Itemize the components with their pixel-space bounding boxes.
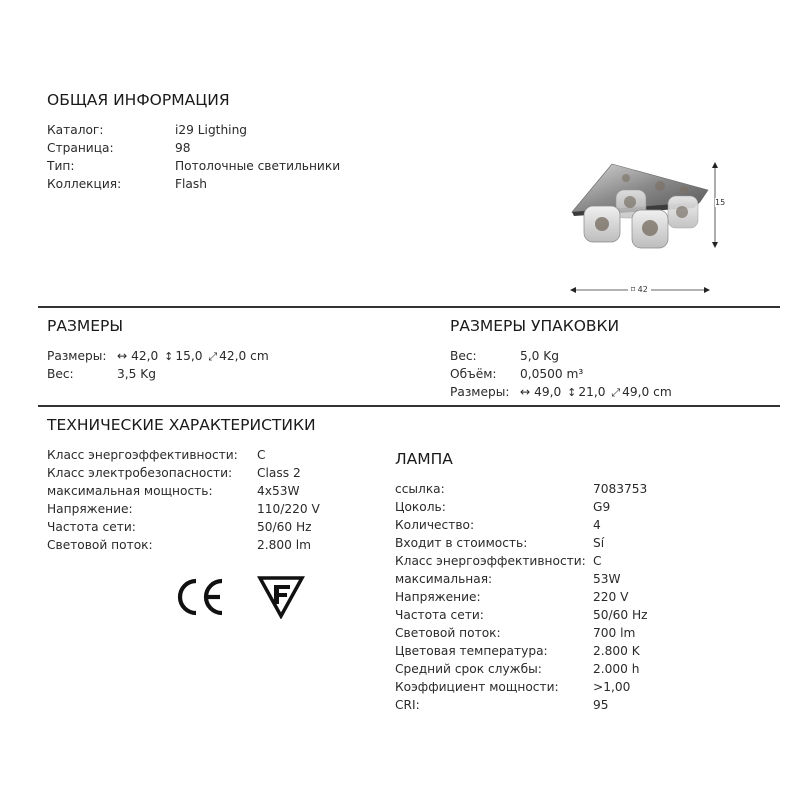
lamp-label: Класс энергоэффективности: xyxy=(395,554,586,568)
unit: cm xyxy=(653,385,672,399)
product-drawing xyxy=(560,150,740,300)
packaging-size-value xyxy=(520,383,672,402)
lamp-value: 50/60 Hz xyxy=(593,608,648,622)
technical-value: 4x53W xyxy=(257,484,300,498)
depth-arrow-icon: ⤢ xyxy=(208,350,218,363)
lamp-value: 4 xyxy=(593,518,601,532)
type-label: Тип: xyxy=(47,159,75,173)
width-arrow-icon: ↔ xyxy=(520,385,531,399)
packaging-volume-label: Объём: xyxy=(450,367,497,381)
depth-value: 49,0 xyxy=(622,385,650,399)
width-value: 42,0 xyxy=(131,349,159,363)
ce-mark-icon xyxy=(175,577,227,621)
height-value: 15,0 xyxy=(175,349,203,363)
lamp-label: Напряжение: xyxy=(395,590,481,604)
lamp-label: ссылка: xyxy=(395,482,445,496)
lamp-label: Световой поток: xyxy=(395,626,501,640)
packaging-weight-value: 5,0 Kg xyxy=(520,349,559,363)
lamp-value: 2.800 K xyxy=(593,644,640,658)
lamp-value: 220 V xyxy=(593,590,629,604)
lamp-label: Коэффициент мощности: xyxy=(395,680,559,694)
dimensions-size-value xyxy=(117,347,269,366)
technical-value: C xyxy=(257,448,266,462)
technical-value: Class 2 xyxy=(257,466,301,480)
page-label: Страница: xyxy=(47,141,114,155)
lamp-value: 53W xyxy=(593,572,621,586)
section-divider xyxy=(38,306,780,308)
height-value: 21,0 xyxy=(578,385,606,399)
general-title: ОБЩАЯ ИНФОРМАЦИЯ xyxy=(47,91,230,109)
lamp-label: Цветовая температура: xyxy=(395,644,548,658)
lamp-label: Частота сети: xyxy=(395,608,484,622)
dimensions-weight-label: Вес: xyxy=(47,367,74,381)
technical-label: Класс энергоэффективности: xyxy=(47,448,238,462)
unit: cm xyxy=(250,349,269,363)
ceiling-lamp-illustration xyxy=(560,150,740,300)
height-dimension-label: 15 xyxy=(715,198,726,207)
lamp-value: Sí xyxy=(593,536,605,550)
collection-label: Коллекция: xyxy=(47,177,122,191)
dimensions-size-label: Размеры: xyxy=(47,349,107,363)
type-value: Потолочные светильники xyxy=(175,159,341,173)
lamp-value: >1,00 xyxy=(593,680,631,694)
collection-value: Flash xyxy=(175,177,207,191)
technical-value: 110/220 V xyxy=(257,502,320,516)
packaging-size-label: Размеры: xyxy=(450,385,510,399)
technical-title: ТЕХНИЧЕСКИЕ ХАРАКТЕРИСТИКИ xyxy=(47,416,316,434)
packaging-volume-value: 0,0500 m³ xyxy=(520,367,584,381)
packaging-weight-label: Вес: xyxy=(450,349,477,363)
dimensions-weight-value: 3,5 Kg xyxy=(117,367,156,381)
section-divider xyxy=(38,405,780,407)
width-dimension-label: ⌑ 42 xyxy=(628,285,651,294)
lamp-label: CRI: xyxy=(395,698,420,712)
lamp-title: ЛАМПА xyxy=(395,450,453,468)
depth-arrow-icon: ⤢ xyxy=(611,386,621,399)
lamp-label: Входит в стоимость: xyxy=(395,536,528,550)
page-value: 98 xyxy=(175,141,191,155)
technical-label: Класс электробезопасности: xyxy=(47,466,233,480)
lamp-label: Цоколь: xyxy=(395,500,446,514)
height-arrow-icon: ↕ xyxy=(164,350,174,363)
packaging-title: РАЗМЕРЫ УПАКОВКИ xyxy=(450,317,620,335)
dimensions-title: РАЗМЕРЫ xyxy=(47,317,124,335)
lamp-label: максимальная: xyxy=(395,572,493,586)
technical-value: 50/60 Hz xyxy=(257,520,312,534)
lamp-value: 95 xyxy=(593,698,609,712)
technical-label: Световой поток: xyxy=(47,538,153,552)
width-arrow-icon: ↔ xyxy=(117,349,128,363)
technical-label: Частота сети: xyxy=(47,520,136,534)
lamp-value: C xyxy=(593,554,602,568)
lamp-label: Средний срок службы: xyxy=(395,662,542,676)
lamp-value: 700 lm xyxy=(593,626,636,640)
catalog-value: i29 Ligthing xyxy=(175,123,248,137)
technical-label: максимальная мощность: xyxy=(47,484,213,498)
depth-value: 42,0 xyxy=(219,349,247,363)
height-arrow-icon: ↕ xyxy=(567,386,577,399)
lamp-value: 7083753 xyxy=(593,482,648,496)
lamp-label: Количество: xyxy=(395,518,475,532)
technical-label: Напряжение: xyxy=(47,502,133,516)
lamp-value: 2.000 h xyxy=(593,662,640,676)
lamp-value: G9 xyxy=(593,500,611,514)
catalog-label: Каталог: xyxy=(47,123,104,137)
width-value: 49,0 xyxy=(534,385,562,399)
technical-value: 2.800 lm xyxy=(257,538,312,552)
f-mark-icon xyxy=(257,575,305,623)
